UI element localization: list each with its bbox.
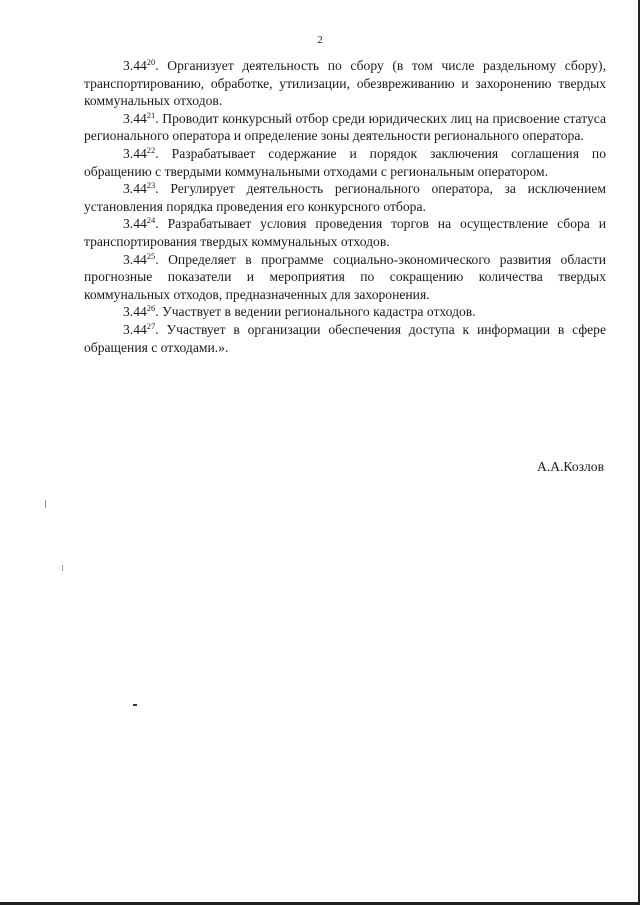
- page-number: 2: [317, 34, 323, 46]
- clause-text: . Участвует в организации обеспечения доступа к информации в сфере обращения с отходами.».: [84, 321, 606, 355]
- clause-superscript: 27: [146, 320, 156, 331]
- clause-superscript: 20: [146, 57, 156, 67]
- paragraph-3-44-21: [84, 110, 606, 145]
- clause-text: . Разрабатывает условия проведения торгов на осуществление сбора и транспортирования твердых коммунальных отходов.: [84, 216, 606, 249]
- clause-superscript: 22: [146, 144, 156, 155]
- scan-speck: [62, 565, 63, 571]
- paragraph-3-44-26: [84, 303, 606, 321]
- clause-text: . Организует деятельность по сбору (в том числе раздельному сбору), транспортированию, обработке, утилизации, обезвреживанию и захоронению твердых коммунальных отходов.: [84, 58, 606, 109]
- scan-speck: [133, 704, 137, 706]
- clause-text: . Регулирует деятельность регионального оператора, за исключением установления порядка проведения его конкурсного отбора.: [84, 181, 606, 214]
- clause-superscript: 24: [146, 215, 156, 226]
- clause-text: . Разрабатывает содержание и порядок заключения соглашения по обращению с твердыми коммунальными отходами с региональным оператором.: [84, 145, 606, 179]
- clause-number: 3.44$^{27}$: [123, 320, 156, 337]
- clause-number: 3.44$^{21}$: [123, 109, 156, 126]
- clause-number: 3.44$^{23}$: [123, 180, 156, 197]
- signature-name: А.А.Козлов: [537, 459, 604, 474]
- scan-speck: [45, 500, 46, 508]
- clause-number: 3.44$^{20}$: [123, 57, 156, 73]
- clause-number: 3.44$^{24}$: [123, 215, 156, 232]
- clause-text: . Проводит конкурсный отбор среди юридических лиц на присвоение статуса регионального оператора и определение зоны деятельности регионального оператора.: [84, 110, 606, 144]
- clause-superscript: 21: [146, 109, 156, 120]
- paragraph-3-44-22: [84, 145, 606, 180]
- paragraph-3-44-20: [84, 57, 606, 110]
- clause-text: . Участвует в ведении регионального кадастра отходов.: [155, 304, 476, 320]
- clause-superscript: 25: [146, 250, 156, 261]
- document-body: [84, 57, 606, 356]
- paragraph-3-44-24: [84, 215, 606, 250]
- clause-text: . Определяет в программе социально-экономического развития области прогнозные показатели и мероприятия по сокращению количества твердых коммунальных отходов, предназначенных для захоронения.: [84, 251, 606, 302]
- clause-number: 3.44$^{25}$: [123, 250, 156, 267]
- clause-superscript: 23: [146, 180, 156, 191]
- paragraph-3-44-23: [84, 180, 606, 215]
- clause-number: 3.44$^{22}$: [123, 144, 156, 161]
- clause-superscript: 26: [146, 303, 156, 314]
- paragraph-3-44-25: [84, 251, 606, 304]
- paragraph-3-44-27: [84, 321, 606, 356]
- clause-number: 3.44$^{26}$: [123, 303, 156, 320]
